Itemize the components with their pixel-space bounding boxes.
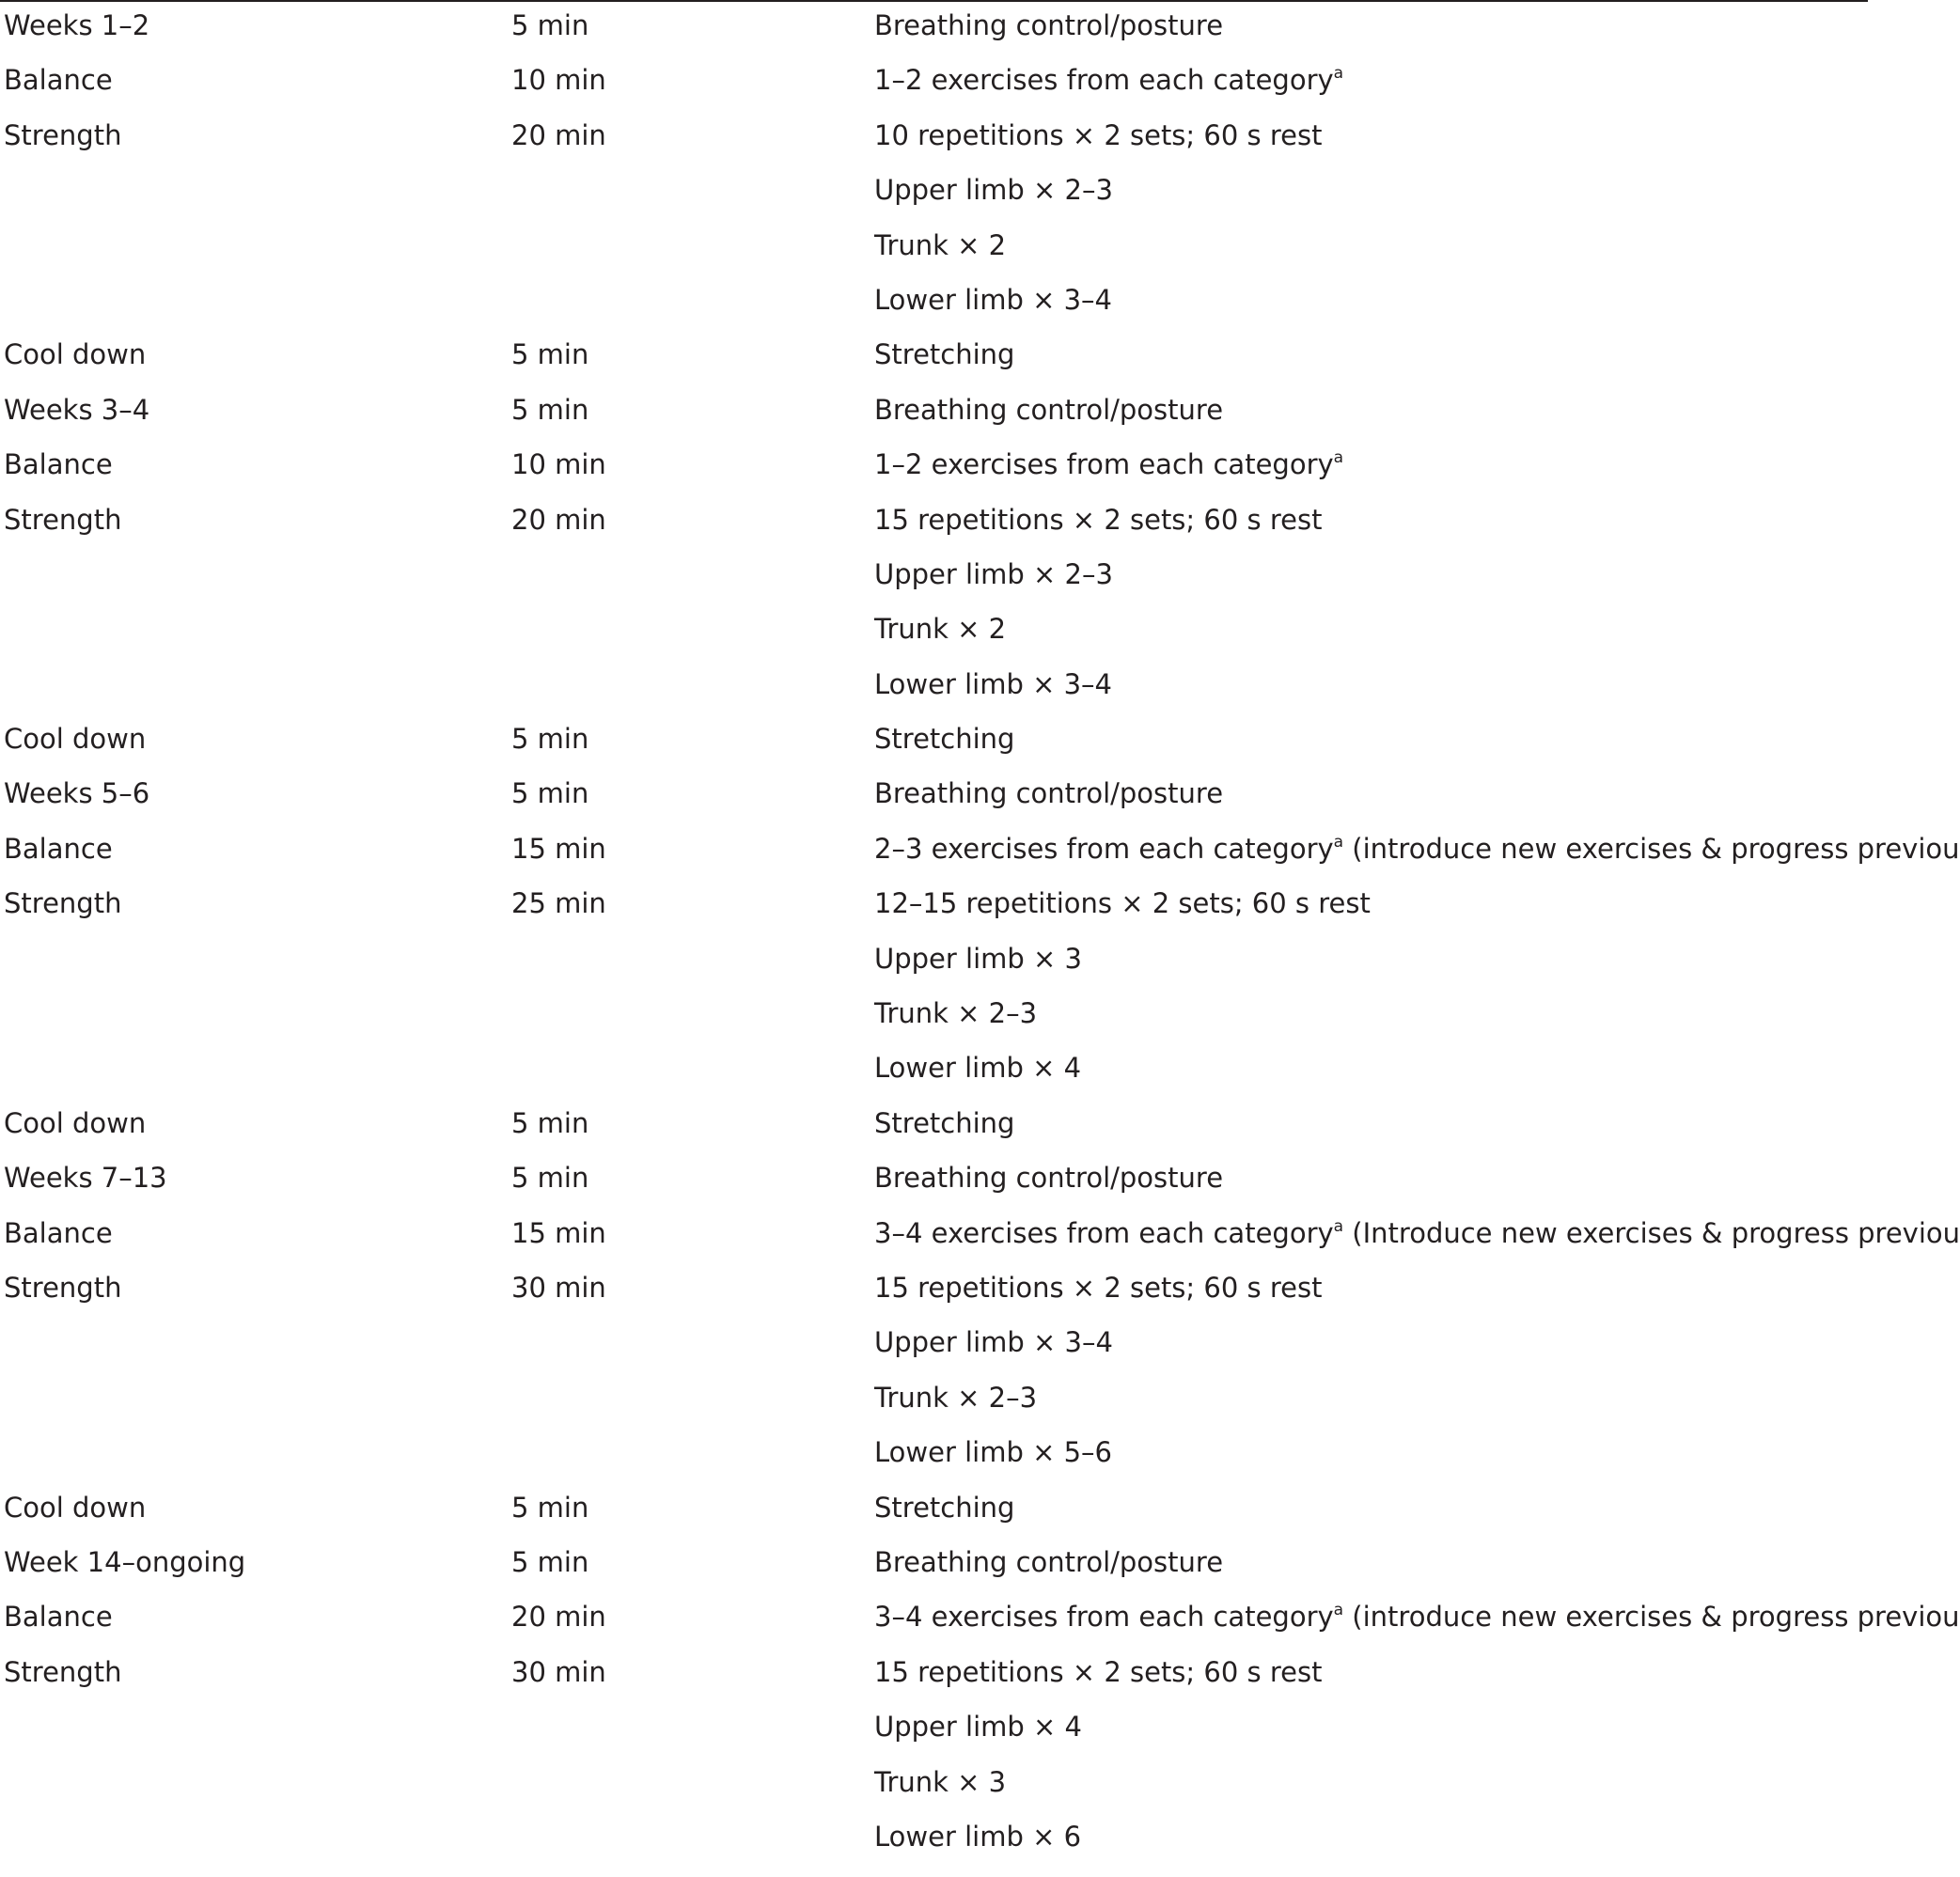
phase-cell: Strength — [4, 503, 122, 536]
duration-cell — [511, 605, 850, 660]
detail-text: 12–15 repetitions × 2 sets; 60 s rest — [874, 887, 1371, 920]
detail-text: 2–3 exercises from each category — [874, 832, 1334, 865]
detail-text: Breathing control/posture — [874, 393, 1224, 426]
phase-cell: Strength — [4, 118, 122, 151]
duration-cell — [511, 1044, 850, 1099]
detail-text: Upper limb × 3–4 — [874, 1326, 1113, 1359]
detail-cell — [874, 331, 1868, 385]
detail-cell — [874, 1593, 1960, 1648]
detail-cell — [874, 112, 1868, 166]
table-row — [0, 1759, 1868, 1813]
footnote-marker: a — [1333, 832, 1344, 852]
phase-cell — [4, 1759, 493, 1813]
detail-text: Upper limb × 2–3 — [874, 557, 1113, 590]
phase-cell — [4, 276, 493, 331]
duration-cell: 20 min — [511, 118, 606, 151]
detail-cell — [874, 1484, 1868, 1539]
detail-text: Stretching — [874, 1491, 1015, 1524]
table-row — [0, 1210, 1960, 1264]
duration-cell: 10 min — [511, 64, 606, 97]
phase-cell: Balance — [4, 64, 113, 97]
detail-cell — [874, 222, 1868, 276]
detail-text: Upper limb × 2–3 — [874, 174, 1113, 207]
table-row — [0, 1703, 1868, 1758]
phase-cell: Weeks 3–4 — [4, 393, 150, 426]
table-row — [0, 331, 1868, 385]
duration-cell: 5 min — [511, 9, 589, 41]
table-row — [0, 1044, 1868, 1099]
detail-text: Trunk × 3 — [874, 1765, 1007, 1798]
table-row — [0, 1100, 1868, 1154]
detail-cell — [874, 551, 1868, 605]
table-row — [0, 935, 1868, 990]
duration-cell: 25 min — [511, 887, 606, 920]
detail-text: Breathing control/posture — [874, 1162, 1224, 1195]
phase-cell: Balance — [4, 832, 113, 865]
table-row — [0, 1484, 1868, 1539]
phase-cell — [4, 1429, 493, 1483]
duration-cell: 20 min — [511, 1601, 606, 1634]
detail-text: Upper limb × 4 — [874, 1711, 1082, 1744]
duration-cell — [511, 551, 850, 605]
table-row — [0, 551, 1868, 605]
detail-text: Trunk × 2–3 — [874, 997, 1038, 1030]
table-row — [0, 1813, 1868, 1868]
phase-cell: Cool down — [4, 723, 147, 756]
table-row — [0, 770, 1868, 824]
detail-text: Stretching — [874, 723, 1015, 756]
detail-cell — [874, 990, 1868, 1044]
table-row — [0, 1649, 1868, 1703]
table-row — [0, 990, 1868, 1044]
detail-cell — [874, 1759, 1868, 1813]
table-row — [0, 661, 1868, 715]
table-row — [0, 496, 1868, 551]
detail-cell — [874, 661, 1868, 715]
detail-text: Trunk × 2 — [874, 613, 1007, 646]
detail-cell — [874, 825, 1960, 880]
phase-cell: Balance — [4, 1216, 113, 1249]
phase-cell: Strength — [4, 1271, 122, 1304]
table-row — [0, 715, 1868, 770]
phase-cell — [4, 935, 493, 990]
detail-cell — [874, 496, 1868, 551]
detail-text: Trunk × 2 — [874, 228, 1007, 261]
phase-cell — [4, 605, 493, 660]
duration-cell — [511, 1813, 850, 1868]
phase-cell — [4, 1813, 493, 1868]
detail-text: 1–2 exercises from each category — [874, 448, 1334, 481]
duration-cell: 30 min — [511, 1271, 606, 1304]
table-row — [0, 1429, 1868, 1483]
detail-text: 1–2 exercises from each category — [874, 64, 1334, 97]
duration-cell: 5 min — [511, 338, 589, 371]
detail-cell — [874, 1044, 1868, 1099]
duration-cell: 5 min — [511, 777, 589, 810]
duration-cell: 5 min — [511, 1545, 589, 1578]
table-row — [0, 276, 1868, 331]
detail-cell — [874, 1264, 1868, 1319]
phase-cell: Cool down — [4, 1491, 147, 1524]
phase-cell: Week 14–ongoing — [4, 1545, 246, 1578]
table-row — [0, 1154, 1868, 1209]
detail-text: Trunk × 2–3 — [874, 1381, 1038, 1414]
detail-cell — [874, 1539, 1868, 1593]
duration-cell — [511, 1374, 850, 1429]
duration-cell: 5 min — [511, 1491, 589, 1524]
duration-cell — [511, 935, 850, 990]
phase-cell — [4, 1319, 493, 1373]
table-row — [0, 1319, 1868, 1373]
phase-cell: Cool down — [4, 338, 147, 371]
detail-text: 3–4 exercises from each category — [874, 1216, 1334, 1249]
duration-cell — [511, 661, 850, 715]
detail-text: Stretching — [874, 338, 1015, 371]
table-row — [0, 2, 1868, 56]
detail-text: 3–4 exercises from each category — [874, 1601, 1334, 1634]
duration-cell: 15 min — [511, 1216, 606, 1249]
phase-cell — [4, 990, 493, 1044]
detail-text: Lower limb × 4 — [874, 1052, 1082, 1085]
phase-cell — [4, 166, 493, 221]
detail-cell — [874, 715, 1868, 770]
phase-cell: Balance — [4, 448, 113, 481]
detail-text: Breathing control/posture — [874, 9, 1224, 41]
footnote-marker: a — [1333, 64, 1344, 84]
detail-cell — [874, 1100, 1868, 1154]
footnote-marker: a — [1333, 448, 1344, 468]
phase-cell — [4, 1044, 493, 1099]
phase-cell: Weeks 1–2 — [4, 9, 150, 41]
table-row — [0, 1539, 1868, 1593]
detail-cell — [874, 1319, 1868, 1373]
phase-cell — [4, 1703, 493, 1758]
phase-cell — [4, 661, 493, 715]
phase-cell: Weeks 7–13 — [4, 1162, 167, 1195]
footnote-marker: a — [1333, 1601, 1344, 1620]
phase-cell: Strength — [4, 1655, 122, 1688]
table-row — [0, 56, 1868, 111]
footnote-marker: a — [1333, 1216, 1344, 1236]
detail-text: Upper limb × 3 — [874, 942, 1082, 975]
duration-cell — [511, 1703, 850, 1758]
detail-text: Stretching — [874, 1106, 1015, 1139]
detail-text: Lower limb × 5–6 — [874, 1436, 1112, 1469]
table-row — [0, 386, 1868, 441]
table-row — [0, 1374, 1868, 1429]
detail-cell — [874, 166, 1868, 221]
detail-cell — [874, 56, 1868, 111]
detail-cell — [874, 1210, 1960, 1264]
detail-cell — [874, 276, 1868, 331]
duration-cell — [511, 990, 850, 1044]
duration-cell: 20 min — [511, 503, 606, 536]
duration-cell: 5 min — [511, 1162, 589, 1195]
detail-text: Breathing control/posture — [874, 1545, 1224, 1578]
detail-text: Lower limb × 3–4 — [874, 667, 1112, 700]
table-row — [0, 112, 1868, 166]
table-row — [0, 1264, 1868, 1319]
table-row — [0, 825, 1960, 880]
phase-cell — [4, 222, 493, 276]
detail-cell — [874, 2, 1868, 56]
detail-cell — [874, 1154, 1868, 1209]
table-row — [0, 222, 1868, 276]
phase-cell: Cool down — [4, 1106, 147, 1139]
detail-text: Lower limb × 6 — [874, 1820, 1082, 1853]
detail-text: Breathing control/posture — [874, 777, 1224, 810]
duration-cell — [511, 222, 850, 276]
duration-cell — [511, 1319, 850, 1373]
phase-cell: Balance — [4, 1601, 113, 1634]
table-row — [0, 880, 1868, 934]
detail-text: 15 repetitions × 2 sets; 60 s rest — [874, 503, 1323, 536]
detail-text: 15 repetitions × 2 sets; 60 s rest — [874, 1655, 1323, 1688]
duration-cell: 5 min — [511, 1106, 589, 1139]
phase-cell: Weeks 5–6 — [4, 777, 150, 810]
detail-cell — [874, 880, 1868, 934]
phase-cell: Strength — [4, 887, 122, 920]
detail-cell — [874, 1703, 1868, 1758]
table-row — [0, 166, 1868, 221]
detail-cell — [874, 935, 1868, 990]
detail-cell — [874, 770, 1868, 824]
detail-text: Lower limb × 3–4 — [874, 283, 1112, 316]
phase-cell — [4, 551, 493, 605]
detail-cell — [874, 605, 1868, 660]
detail-cell — [874, 441, 1868, 495]
duration-cell — [511, 1429, 850, 1483]
duration-cell: 10 min — [511, 448, 606, 481]
duration-cell: 5 min — [511, 393, 589, 426]
detail-note: (Introduce new exercises & progress previou — [1343, 1216, 1960, 1249]
detail-note: (introduce new exercises & progress previou — [1343, 832, 1960, 865]
detail-cell — [874, 1374, 1868, 1429]
detail-cell — [874, 1649, 1868, 1703]
duration-cell: 5 min — [511, 723, 589, 756]
duration-cell: 30 min — [511, 1655, 606, 1688]
detail-text: 15 repetitions × 2 sets; 60 s rest — [874, 1271, 1323, 1304]
detail-text: 10 repetitions × 2 sets; 60 s rest — [874, 118, 1323, 151]
duration-cell: 15 min — [511, 832, 606, 865]
detail-note: (introduce new exercises & progress previou — [1343, 1601, 1960, 1634]
duration-cell — [511, 166, 850, 221]
duration-cell — [511, 276, 850, 331]
exercise-program-table — [0, 2, 1960, 1868]
detail-cell — [874, 1813, 1868, 1868]
detail-cell — [874, 386, 1868, 441]
detail-cell — [874, 1429, 1868, 1483]
phase-cell — [4, 1374, 493, 1429]
table-row — [0, 1593, 1960, 1648]
duration-cell — [511, 1759, 850, 1813]
table-row — [0, 605, 1868, 660]
table-row — [0, 441, 1868, 495]
